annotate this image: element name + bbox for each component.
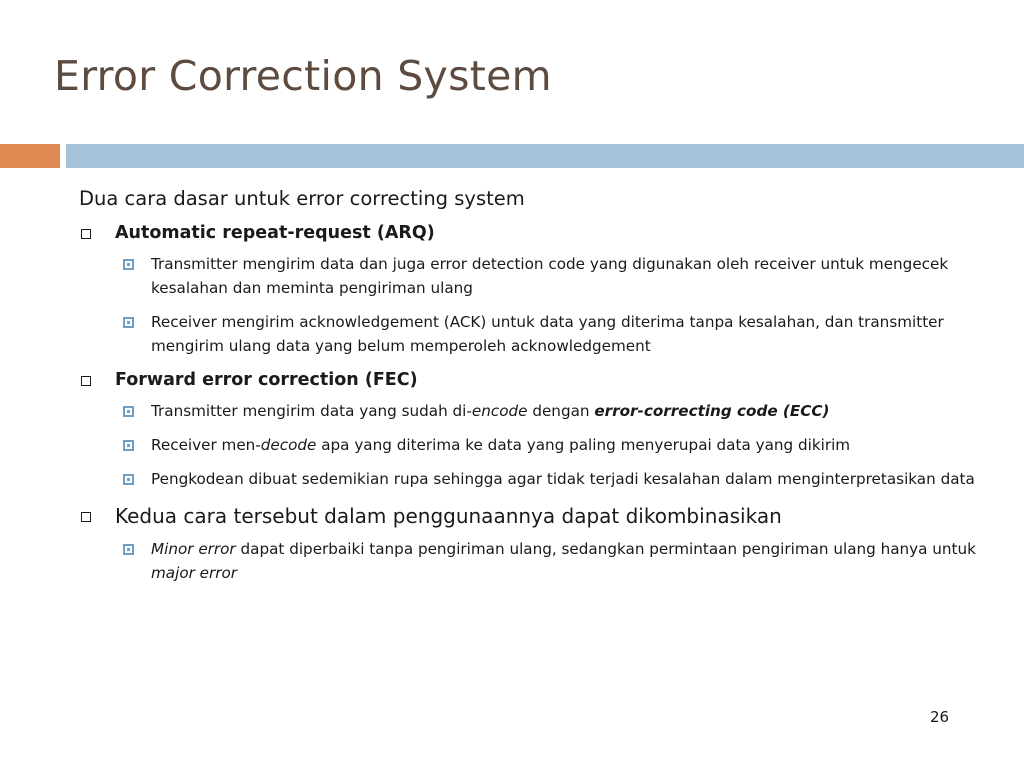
fec-item-2-part1: Receiver men- [151,436,261,454]
arq-item-2-text: Receiver mengirim acknowledgement (ACK) untuk data yang diterima tanpa kesalahan, dan transmitter mengirim ulang data yang belum memperoleh acknowledgement [151,313,944,355]
combined-heading [79,503,989,530]
fec-heading [79,368,989,392]
arq-item-2 [79,310,989,358]
hollow-square-bullet-icon [81,376,91,386]
hollow-square-bullet-icon [81,512,91,522]
fec-item-1-part3: dengan [527,402,595,420]
arq-item-1-text: Transmitter mengirim data dan juga error detection code yang digunakan oleh receiver untuk mengecek kesalahan dan meminta pengiriman ulang [151,255,949,297]
page-number: 26 [930,708,950,726]
combined-heading-text: Kedua cara tersebut dalam penggunaannya dapat dikombinasikan [115,504,782,528]
fec-item-2-part3: apa yang diterima ke data yang paling menyerupai data yang dikirim [316,436,851,454]
combined-item-part2: dapat diperbaiki tanpa pengiriman ulang, sedangkan permintaan pengiriman ulang hanya untuk [235,540,976,558]
accent-bar-orange [0,144,60,168]
square-bullet-icon [123,259,134,270]
fec-item-1 [79,399,989,423]
square-bullet-icon [123,317,134,328]
arq-item-1 [79,252,989,300]
fec-item-1-part1: Transmitter mengirim data yang sudah di- [151,402,472,420]
arq-heading [79,221,989,245]
accent-bar-blue [66,144,1024,168]
combined-item-major: major error [151,564,238,582]
square-bullet-icon [123,440,134,451]
intro-text: Dua cara dasar untuk error correcting system [79,187,525,210]
arq-heading-bold: Automatic repeat-request [115,223,371,243]
fec-item-1-ecc: error-correcting code (ECC) [594,402,830,420]
fec-item-1-encode: encode [471,402,528,420]
square-bullet-icon [123,544,134,555]
fec-item-3 [79,467,989,491]
combined-item-minor: Minor error [151,540,236,558]
square-bullet-icon [123,474,134,485]
fec-heading-abbr: (FEC) [358,370,418,390]
combined-item [79,537,989,585]
fec-heading-bold: Forward error correction [115,370,359,390]
fec-item-2 [79,433,989,457]
arq-heading-abbr: (ARQ) [370,223,435,243]
fec-item-3-text: Pengkodean dibuat sedemikian rupa sehingga agar tidak terjadi kesalahan dalam menginterpretasikan data [151,470,975,488]
slide-title: Error Correction System [54,52,552,100]
hollow-square-bullet-icon [81,229,91,239]
slide-body [79,186,989,595]
square-bullet-icon [123,406,134,417]
fec-item-2-decode: decode [260,436,317,454]
